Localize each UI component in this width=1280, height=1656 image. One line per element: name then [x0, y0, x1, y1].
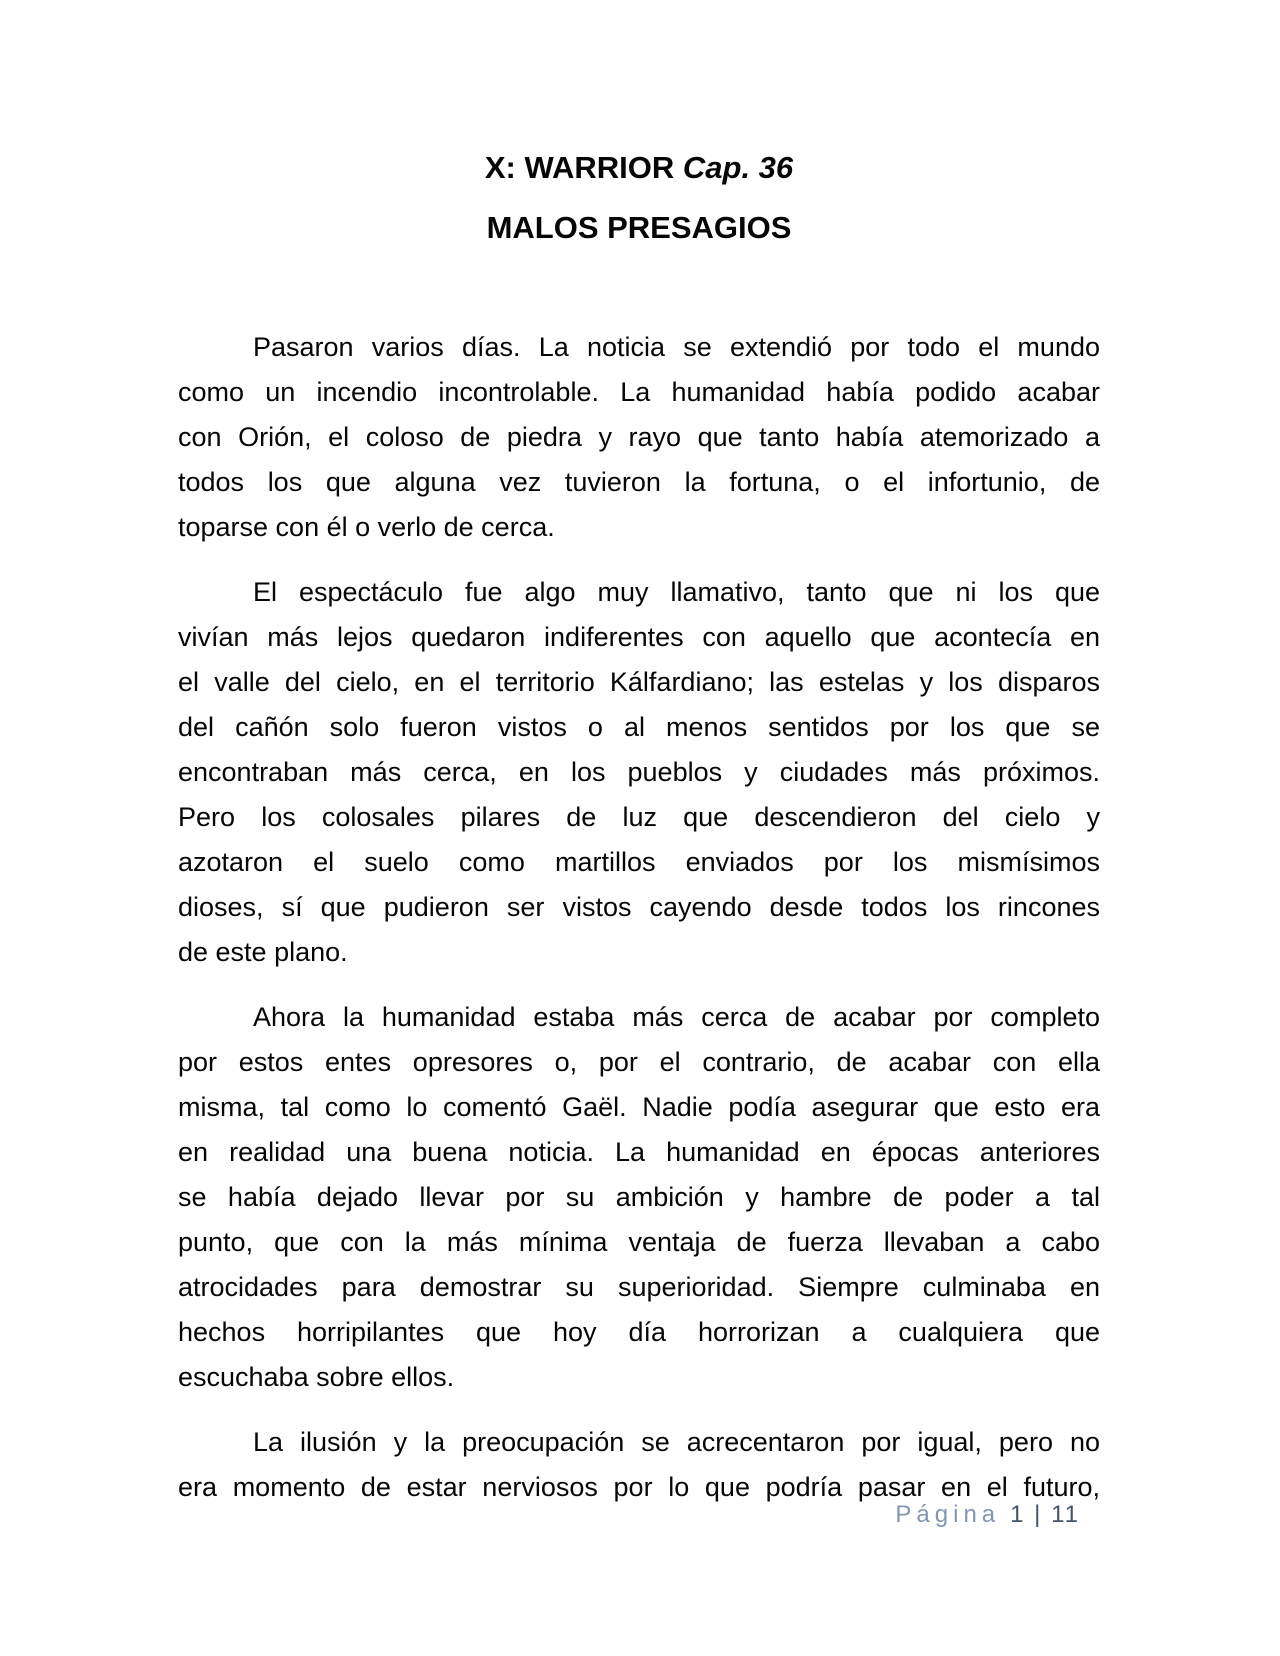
paragraph-line: Pasaron varios días. La noticia se extendió por todo el mundo — [253, 332, 1100, 362]
paragraph-line: hechos horripilantes que hoy día horrorizan a cualquiera que — [178, 1317, 1100, 1347]
paragraph-line: escuchaba sobre ellos. — [178, 1362, 455, 1392]
paragraph-line: con Orión, el coloso de piedra y rayo que tanto había atemorizado a — [178, 422, 1100, 452]
chapter-number: Cap. 36 — [682, 150, 794, 185]
paragraph-line: en realidad una buena noticia. La humanidad en épocas anteriores — [178, 1137, 1100, 1167]
paragraph — [178, 570, 1100, 975]
paragraph-line: azotaron el suelo como martillos enviados por los mismísimos — [178, 847, 1100, 877]
paragraph-line: vivían más lejos quedaron indiferentes con aquello que acontecía en — [178, 622, 1100, 652]
paragraph-line: todos los que alguna vez tuvieron la fortuna, o el infortunio, de — [178, 467, 1100, 497]
section-title: MALOS PRESAGIOS — [486, 210, 792, 245]
footer-page-label: Página — [895, 1501, 1001, 1528]
paragraph-line: era momento de estar nerviosos por lo que podría pasar en el futuro, — [178, 1472, 1100, 1502]
page-footer — [895, 1500, 1080, 1530]
paragraph-line: dioses, sí que pudieron ser vistos cayendo desde todos los rincones — [178, 892, 1100, 922]
paragraph — [178, 325, 1100, 550]
footer-page-number: 1 | 11 — [1010, 1501, 1080, 1528]
paragraph-line: punto, que con la más mínima ventaja de fuerza llevaban a cabo — [178, 1227, 1100, 1257]
paragraph — [178, 995, 1100, 1400]
paragraph-line: atrocidades para demostrar su superioridad. Siempre culminaba en — [178, 1272, 1100, 1302]
paragraph-line: La ilusión y la preocupación se acrecentaron por igual, pero no — [253, 1427, 1100, 1457]
paragraphs — [178, 325, 1100, 1510]
paragraph-line: de este plano. — [178, 937, 348, 967]
paragraph — [178, 1420, 1100, 1510]
paragraph-line: misma, tal como lo comentó Gaël. Nadie podía asegurar que esto era — [178, 1092, 1100, 1122]
chapter-title — [178, 145, 1100, 190]
paragraph-line: encontraban más cerca, en los pueblos y ciudades más próximos. — [178, 757, 1100, 787]
paragraph-line: Pero los colosales pilares de luz que descendieron del cielo y — [178, 802, 1100, 832]
paragraph-line: toparse con él o verlo de cerca. — [178, 512, 555, 542]
paragraph-line: como un incendio incontrolable. La humanidad había podido acabar — [178, 377, 1100, 407]
paragraph-line: se había dejado llevar por su ambición y hambre de poder a tal — [178, 1182, 1100, 1212]
title-block — [178, 145, 1100, 250]
chapter-title-text: X: WARRIOR — [484, 150, 675, 185]
paragraph-line: del cañón solo fueron vistos o al menos sentidos por los que se — [178, 712, 1100, 742]
paragraph-line: El espectáculo fue algo muy llamativo, tanto que ni los que — [253, 577, 1100, 607]
paragraph-line: Ahora la humanidad estaba más cerca de acabar por completo — [253, 1002, 1100, 1032]
paragraph-line: el valle del cielo, en el territorio Kálfardiano; las estelas y los disparos — [178, 667, 1100, 697]
paragraph-line: por estos entes opresores o, por el contrario, de acabar con ella — [178, 1047, 1100, 1077]
